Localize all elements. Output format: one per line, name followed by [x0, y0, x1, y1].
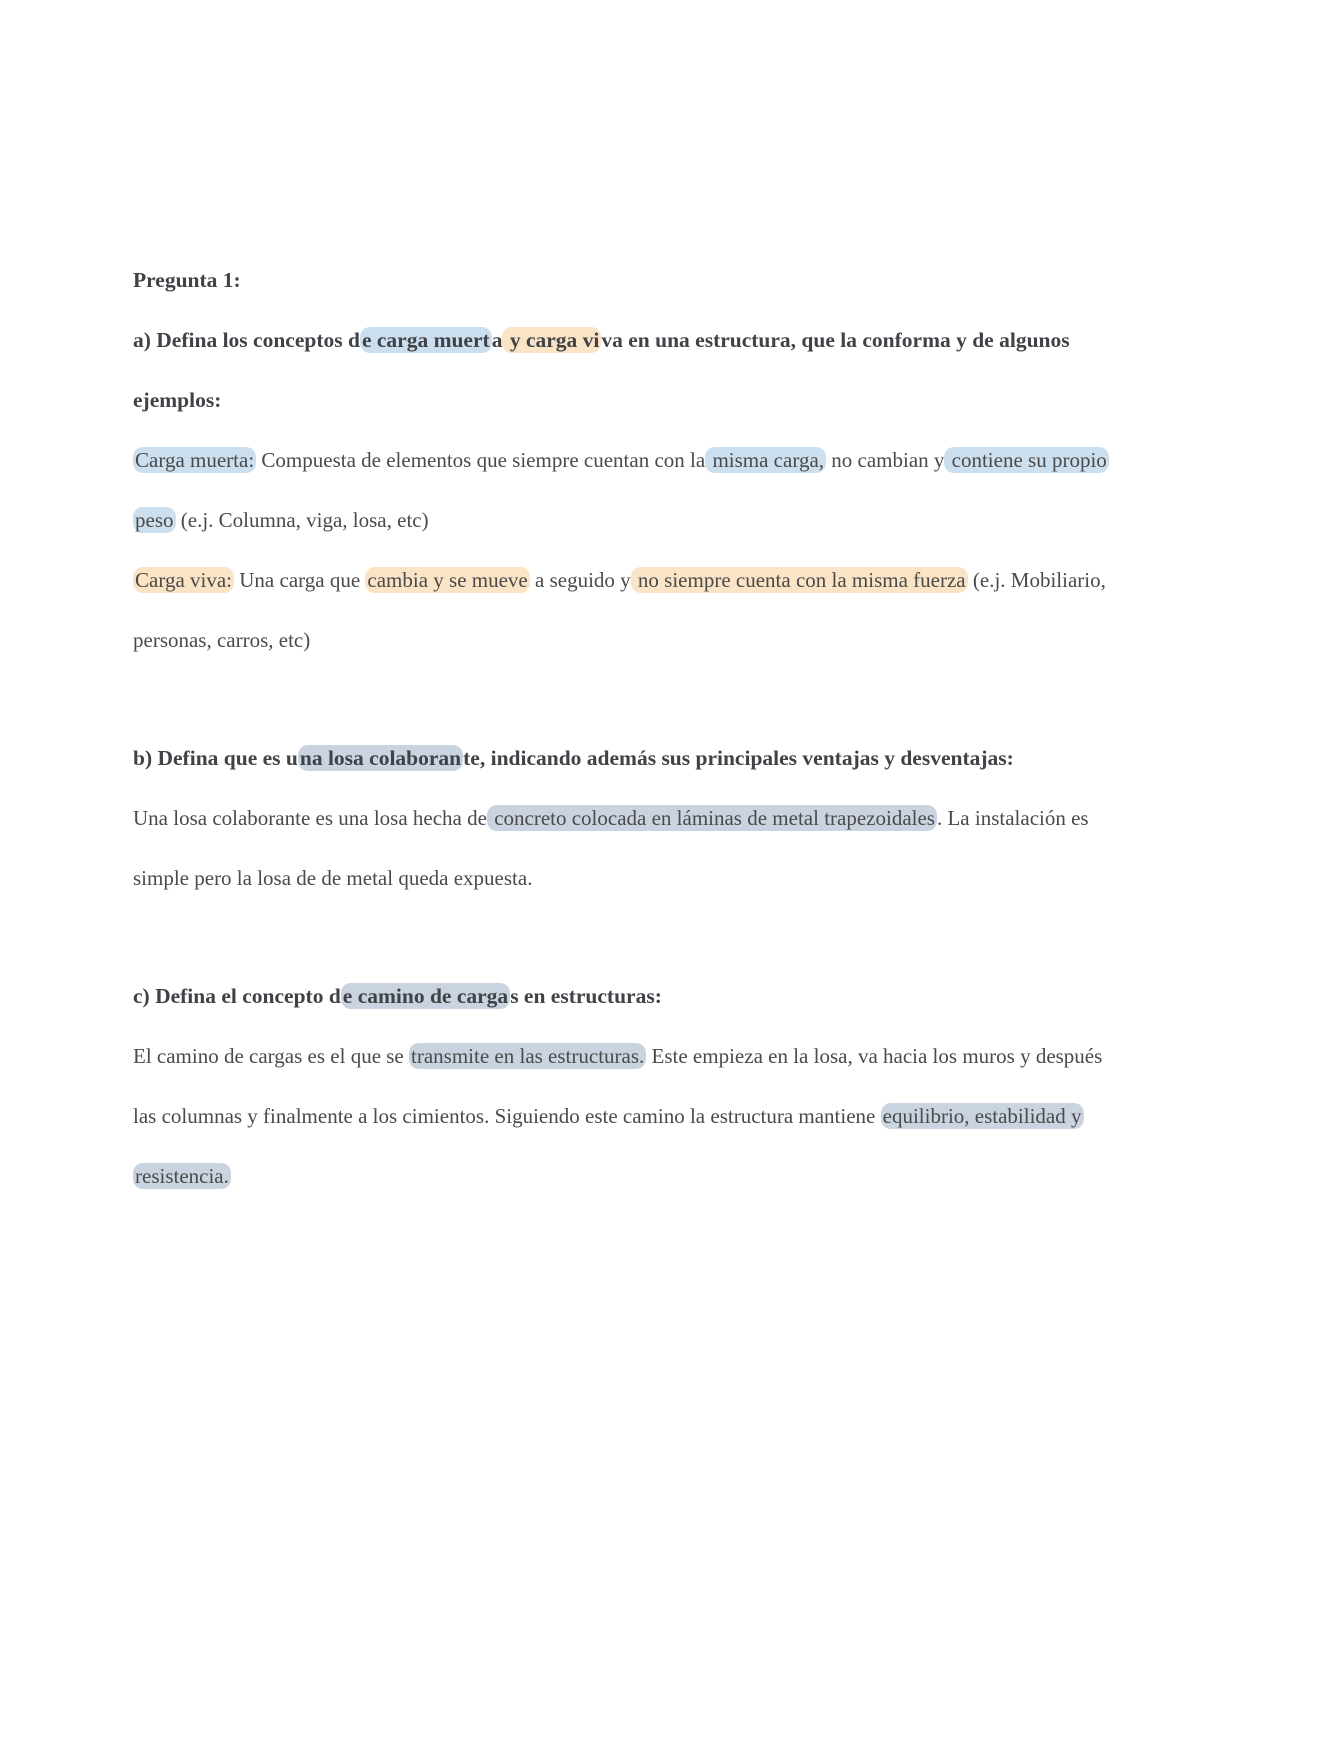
- question-c-text: c) Defina el concepto d: [133, 984, 341, 1008]
- answer-c-text: El camino de cargas es el que se: [133, 1044, 410, 1068]
- dead-load-line1: [133, 430, 1213, 490]
- answer-c-line2: [133, 1086, 1213, 1146]
- highlight-live-load-term: y carga vi: [504, 328, 600, 352]
- highlight-composite-slab: na losa colaboran: [299, 746, 462, 770]
- question-a-line1: [133, 310, 1213, 370]
- document-body: [133, 250, 1213, 1206]
- live-load-text: (e.j. Mobiliario,: [967, 568, 1106, 592]
- question-c: [133, 966, 1213, 1026]
- question-b: [133, 728, 1213, 788]
- answer-c-line1: [133, 1026, 1213, 1086]
- answer-b-text: Una losa colaborante es una losa hecha de: [133, 806, 487, 830]
- section-spacer: [133, 670, 1213, 728]
- highlight-transmitted: transmite en las estructuras.: [411, 1044, 645, 1068]
- live-load-line2: personas, carros, etc): [133, 628, 311, 652]
- highlight-not-same-force: no siempre cuenta con la misma fuerza: [632, 568, 966, 592]
- highlight-resistance: resistencia.: [135, 1164, 229, 1188]
- question-c-text: s en estructuras:: [510, 984, 662, 1008]
- dead-load-text: Compuesta de elementos que siempre cuentan con la: [256, 448, 706, 472]
- highlight-concrete-metal: concreto colocada en láminas de metal trapezoidales: [488, 806, 935, 830]
- answer-c-line3: [133, 1146, 1213, 1206]
- question-a-text: a: [491, 328, 503, 352]
- answer-b-line2: simple pero la losa de de metal queda expuesta.: [133, 866, 533, 890]
- section-spacer: [133, 908, 1213, 966]
- dead-load-text: no cambian y: [826, 448, 945, 472]
- question-a-text: a) Defina los conceptos d: [133, 328, 360, 352]
- question-b-text: te, indicando además sus principales ventajas y desventajas:: [463, 746, 1014, 770]
- live-load-line1: [133, 550, 1213, 610]
- dead-load-examples: (e.j. Columna, viga, losa, etc): [175, 508, 429, 532]
- dead-load-label: Carga muerta:: [135, 448, 255, 472]
- question-a-text: va en una estructura, que la conforma y de algunos: [601, 328, 1070, 352]
- live-load-text: Una carga que: [234, 568, 366, 592]
- question-heading: Pregunta 1:: [133, 268, 241, 292]
- live-load-text: a seguido y: [529, 568, 631, 592]
- answer-c-text: las columnas y finalmente a los cimientos. Siguiendo este camino la estructura mantiene: [133, 1104, 881, 1128]
- answer-b-text: . La instalación es: [936, 806, 1089, 830]
- live-load-label: Carga viva:: [135, 568, 233, 592]
- highlight-load-path: e camino de carga: [342, 984, 509, 1008]
- highlight-dead-load-term: e carga muert: [361, 328, 490, 352]
- dead-load-line2: [133, 490, 1213, 550]
- answer-c-text: Este empieza en la losa, va hacia los muros y después: [646, 1044, 1103, 1068]
- answer-b-line1: [133, 788, 1213, 848]
- highlight-own-weight: contiene su propio: [946, 448, 1107, 472]
- highlight-equilibrium: equilibrio, estabilidad y: [882, 1104, 1082, 1128]
- highlight-changes-moves: cambia y se mueve: [367, 568, 528, 592]
- question-b-text: b) Defina que es u: [133, 746, 298, 770]
- question-a-line2: ejemplos:: [133, 388, 222, 412]
- highlight-same-load: misma carga,: [707, 448, 825, 472]
- highlight-weight: peso: [135, 508, 174, 532]
